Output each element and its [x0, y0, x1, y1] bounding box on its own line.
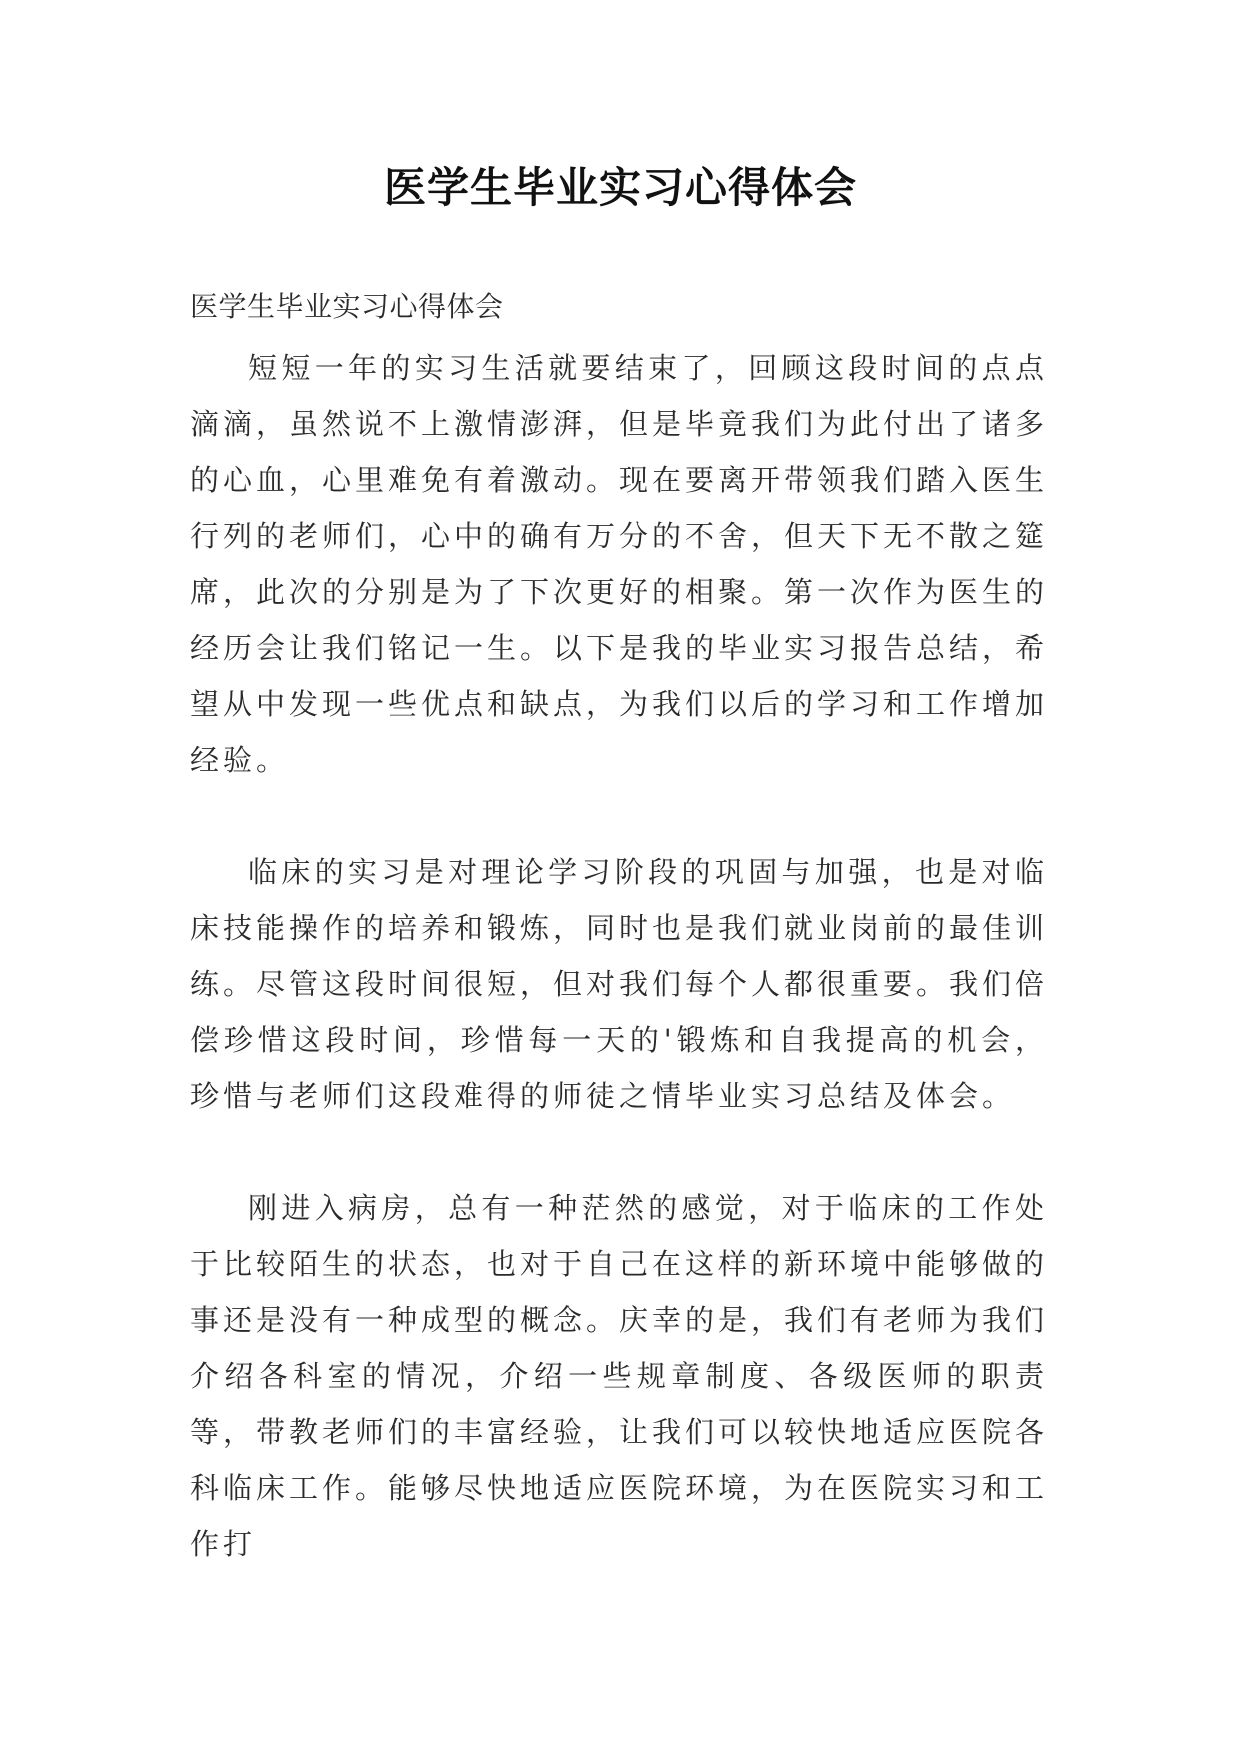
document-body: [190, 287, 1048, 1572]
paragraph-2: 临床的实习是对理论学习阶段的巩固与加强，也是对临床技能操作的培养和锻炼，同时也是我们就业岗前的最佳训练。尽管这段时间很短，但对我们每个人都很重要。我们倍偿珍惜这段时间，珍惜每一天的'锻炼和自我提高的机会，珍惜与老师们这段难得的师徒之情毕业实习总结及体会。: [190, 855, 1049, 1113]
document-title: 医学生毕业实习心得体会: [383, 163, 857, 212]
document-subtitle: 医学生毕业实习心得体会: [190, 290, 504, 323]
paragraph-3: 刚进入病房，总有一种茫然的感觉，对于临床的工作处于比较陌生的状态，也对于自己在这样的新环境中能够做的事还是没有一种成型的概念。庆幸的是，我们有老师为我们介绍各科室的情况，介绍一些规章制度、各级医师的职责等，带教老师们的丰富经验，让我们可以较快地适应医院各科临床工作。能够尽快地适应医院环境，为在医院实习和工作打: [190, 1191, 1049, 1561]
paragraph-1: 短短一年的实习生活就要结束了，回顾这段时间的点点滴滴，虽然说不上激情澎湃，但是毕竟我们为此付出了诸多的心血，心里难免有着激动。现在要离开带领我们踏入医生行列的老师们，心中的确有万分的不舍，但天下无不散之筵席，此次的分别是为了下次更好的相聚。第一次作为医生的经历会让我们铭记一生。以下是我的毕业实习报告总结，希望从中发现一些优点和缺点，为我们以后的学习和工作增加经验。: [190, 351, 1049, 777]
